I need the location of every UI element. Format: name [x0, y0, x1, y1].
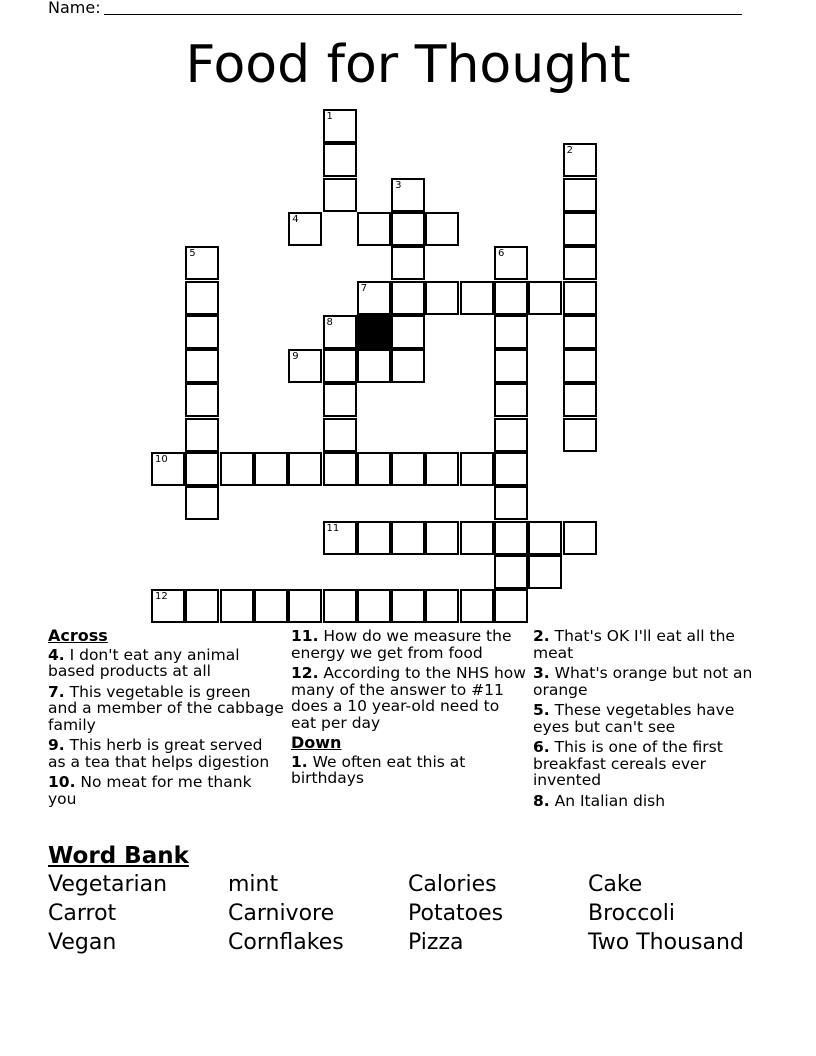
clue-text: According to the NHS how many of the answer to #11 does a 10 year-old need to eat per day [291, 664, 526, 732]
crossword-cell[interactable] [323, 315, 357, 349]
clue-num: 9. [48, 736, 65, 754]
word-bank-word: Vegan [48, 930, 117, 955]
crossword-cell[interactable] [494, 589, 528, 623]
clues-column-3 [533, 628, 753, 813]
crossword-cell[interactable] [494, 349, 528, 383]
clue [291, 628, 527, 661]
clue-number: 7 [360, 282, 368, 294]
crossword-cell[interactable] [357, 521, 391, 555]
clue-number: 5 [189, 248, 196, 260]
across-heading: Across [48, 626, 108, 645]
word-bank-title: Word Bank [48, 843, 189, 869]
clue-num: 3. [533, 664, 550, 682]
clue-number: 11 [326, 522, 340, 534]
crossword-cell[interactable] [323, 143, 357, 177]
crossword-cell[interactable] [391, 589, 425, 623]
crossword-cell[interactable] [391, 281, 425, 315]
clue-number: 12 [155, 591, 168, 603]
word-bank-word: Carrot [48, 901, 117, 926]
crossword-cell[interactable] [494, 521, 528, 555]
clue-num: 10. [48, 773, 76, 791]
crossword-cell[interactable] [460, 452, 494, 486]
crossword-cell[interactable] [391, 246, 425, 280]
clues-column-1 [48, 628, 284, 811]
crossword-cell[interactable] [323, 589, 357, 623]
crossword-cell[interactable] [494, 418, 528, 452]
word-bank-word: Carnivore [228, 901, 335, 926]
crossword-cell[interactable] [563, 521, 597, 555]
crossword-cell[interactable] [185, 418, 219, 452]
crossword-cell[interactable] [460, 589, 494, 623]
crossword-cell[interactable] [391, 178, 425, 212]
crossword-cell[interactable] [254, 589, 288, 623]
clue-text: This herb is great served as a tea that helps digestion [48, 736, 270, 771]
clue [533, 628, 753, 661]
crossword-cell[interactable] [425, 589, 459, 623]
crossword-cell[interactable] [323, 109, 357, 143]
crossword-cell[interactable] [563, 383, 597, 417]
clue-num: 2. [533, 627, 550, 645]
crossword-cell[interactable] [185, 486, 219, 520]
crossword-cell[interactable] [185, 315, 219, 349]
crossword-cell[interactable] [151, 589, 185, 623]
crossword-cell[interactable] [563, 246, 597, 280]
word-bank-word: Calories [408, 872, 497, 897]
crossword-cell[interactable] [460, 521, 494, 555]
crossword-cell[interactable] [357, 212, 391, 246]
clue-text: That's OK I'll eat all the meat [533, 627, 735, 662]
crossword-cell[interactable] [391, 212, 425, 246]
clue-num: 7. [48, 682, 65, 701]
page-title: Food for Thought [185, 35, 631, 95]
crossword-cell[interactable] [528, 281, 562, 315]
name-label: Name: [48, 0, 101, 17]
crossword-cell[interactable] [425, 212, 459, 246]
crossword-cell[interactable] [151, 452, 185, 486]
crossword-cell[interactable] [425, 521, 459, 555]
crossword-cell[interactable] [563, 178, 597, 212]
crossword-cell[interactable] [220, 589, 254, 623]
clue [48, 684, 284, 734]
crossword-cell[interactable] [323, 349, 357, 383]
crossword-cell[interactable] [288, 212, 322, 246]
crossword-cell[interactable] [323, 521, 357, 555]
clue [291, 665, 527, 731]
clue-num: 8. [533, 791, 550, 810]
crossword-cell[interactable] [563, 212, 597, 246]
clue-number: 1 [326, 111, 333, 122]
clue-text: An Italian dish [549, 791, 666, 810]
clue [533, 702, 753, 735]
clue-text: This is one of the first breakfast cereals ever invented [533, 738, 723, 789]
crossword-cell[interactable] [357, 281, 391, 315]
clue-number: 6 [498, 248, 505, 260]
word-bank [48, 872, 788, 956]
crossword-cell[interactable] [494, 383, 528, 417]
crossword-cell[interactable] [563, 349, 597, 383]
crossword-cell[interactable] [357, 589, 391, 623]
down-clue-list [291, 754, 527, 787]
clue-text: We often eat this at birthdays [291, 752, 466, 787]
crossword-cell[interactable] [528, 555, 562, 589]
crossword-cell[interactable] [391, 349, 425, 383]
clue [533, 739, 753, 789]
crossword-cell[interactable] [323, 383, 357, 417]
clue-text: This vegetable is green and a member of the cabbage family [48, 682, 284, 734]
crossword-cell[interactable] [288, 349, 322, 383]
word-bank-word: Two Thousand [588, 930, 744, 955]
clue-number: 3 [395, 179, 402, 191]
crossword-cell[interactable] [494, 452, 528, 486]
clue [48, 774, 284, 807]
word-bank-word: Cornflakes [228, 930, 344, 955]
clue [533, 665, 753, 698]
clue-number: 9 [292, 351, 299, 363]
crossword-cell[interactable] [185, 281, 219, 315]
crossword-cell[interactable] [185, 452, 219, 486]
crossword-cell[interactable] [494, 281, 528, 315]
clue [533, 793, 753, 810]
crossword-cell[interactable] [288, 452, 322, 486]
clue-number: 8 [326, 316, 333, 328]
crossword-cell[interactable] [323, 178, 357, 212]
crossword-cell[interactable] [185, 349, 219, 383]
clue [48, 647, 284, 680]
crossword-cell[interactable] [391, 521, 425, 555]
down-clue-list-continued [533, 628, 753, 809]
clue-number: 10 [155, 454, 168, 465]
crossword-cell[interactable] [288, 589, 322, 623]
black-square [357, 315, 391, 349]
crossword-cell[interactable] [563, 315, 597, 349]
across-clue-list [48, 647, 284, 808]
crossword-cell[interactable] [391, 452, 425, 486]
crossword-cell[interactable] [357, 452, 391, 486]
crossword-cell[interactable] [323, 452, 357, 486]
crossword-cell[interactable] [494, 486, 528, 520]
crossword-cell[interactable] [185, 246, 219, 280]
clue-text: These vegetables have eyes but can't see [533, 701, 735, 736]
crossword-cell[interactable] [425, 452, 459, 486]
clue-num: 6. [533, 738, 550, 756]
crossword-cell[interactable] [563, 143, 597, 177]
crossword-cell[interactable] [425, 281, 459, 315]
word-bank-word: Broccoli [588, 901, 675, 926]
clue-number: 4 [292, 213, 299, 225]
crossword-cell[interactable] [254, 452, 288, 486]
crossword-cell[interactable] [563, 281, 597, 315]
crossword-cell[interactable] [357, 349, 391, 383]
clue [48, 737, 284, 770]
crossword-cell[interactable] [563, 418, 597, 452]
word-bank-word: Pizza [408, 930, 464, 955]
clue-num: 11. [291, 627, 319, 645]
crossword-cell[interactable] [494, 315, 528, 349]
clue-num: 1. [291, 752, 308, 771]
clue [291, 754, 527, 787]
crossword-cell[interactable] [494, 555, 528, 589]
crossword-cell[interactable] [391, 315, 425, 349]
clue-number: 2 [566, 145, 573, 157]
across-clue-list-continued [291, 628, 527, 731]
clue-text: No meat for me thank you [48, 773, 252, 808]
word-bank-word: Vegetarian [48, 872, 168, 897]
crossword-cell[interactable] [323, 418, 357, 452]
clue-num: 4. [48, 645, 65, 664]
clues-column-2 [291, 628, 527, 791]
word-bank-word: Cake [588, 872, 643, 897]
clue-num: 12. [291, 664, 319, 682]
crossword-cell[interactable] [185, 589, 219, 623]
word-bank-word: mint [228, 872, 279, 897]
clue-num: 5. [533, 701, 550, 719]
clue-text: What's orange but not an orange [533, 664, 753, 699]
down-heading: Down [291, 733, 342, 752]
word-bank-word: Potatoes [408, 901, 504, 926]
crossword-cell[interactable] [460, 281, 494, 315]
clue-text: I don't eat any animal based products at all [48, 645, 240, 680]
clue-text: How do we measure the energy we get from food [291, 627, 512, 662]
crossword-cell[interactable] [528, 521, 562, 555]
crossword-cell[interactable] [494, 246, 528, 280]
crossword-cell[interactable] [185, 383, 219, 417]
crossword-cell[interactable] [220, 452, 254, 486]
